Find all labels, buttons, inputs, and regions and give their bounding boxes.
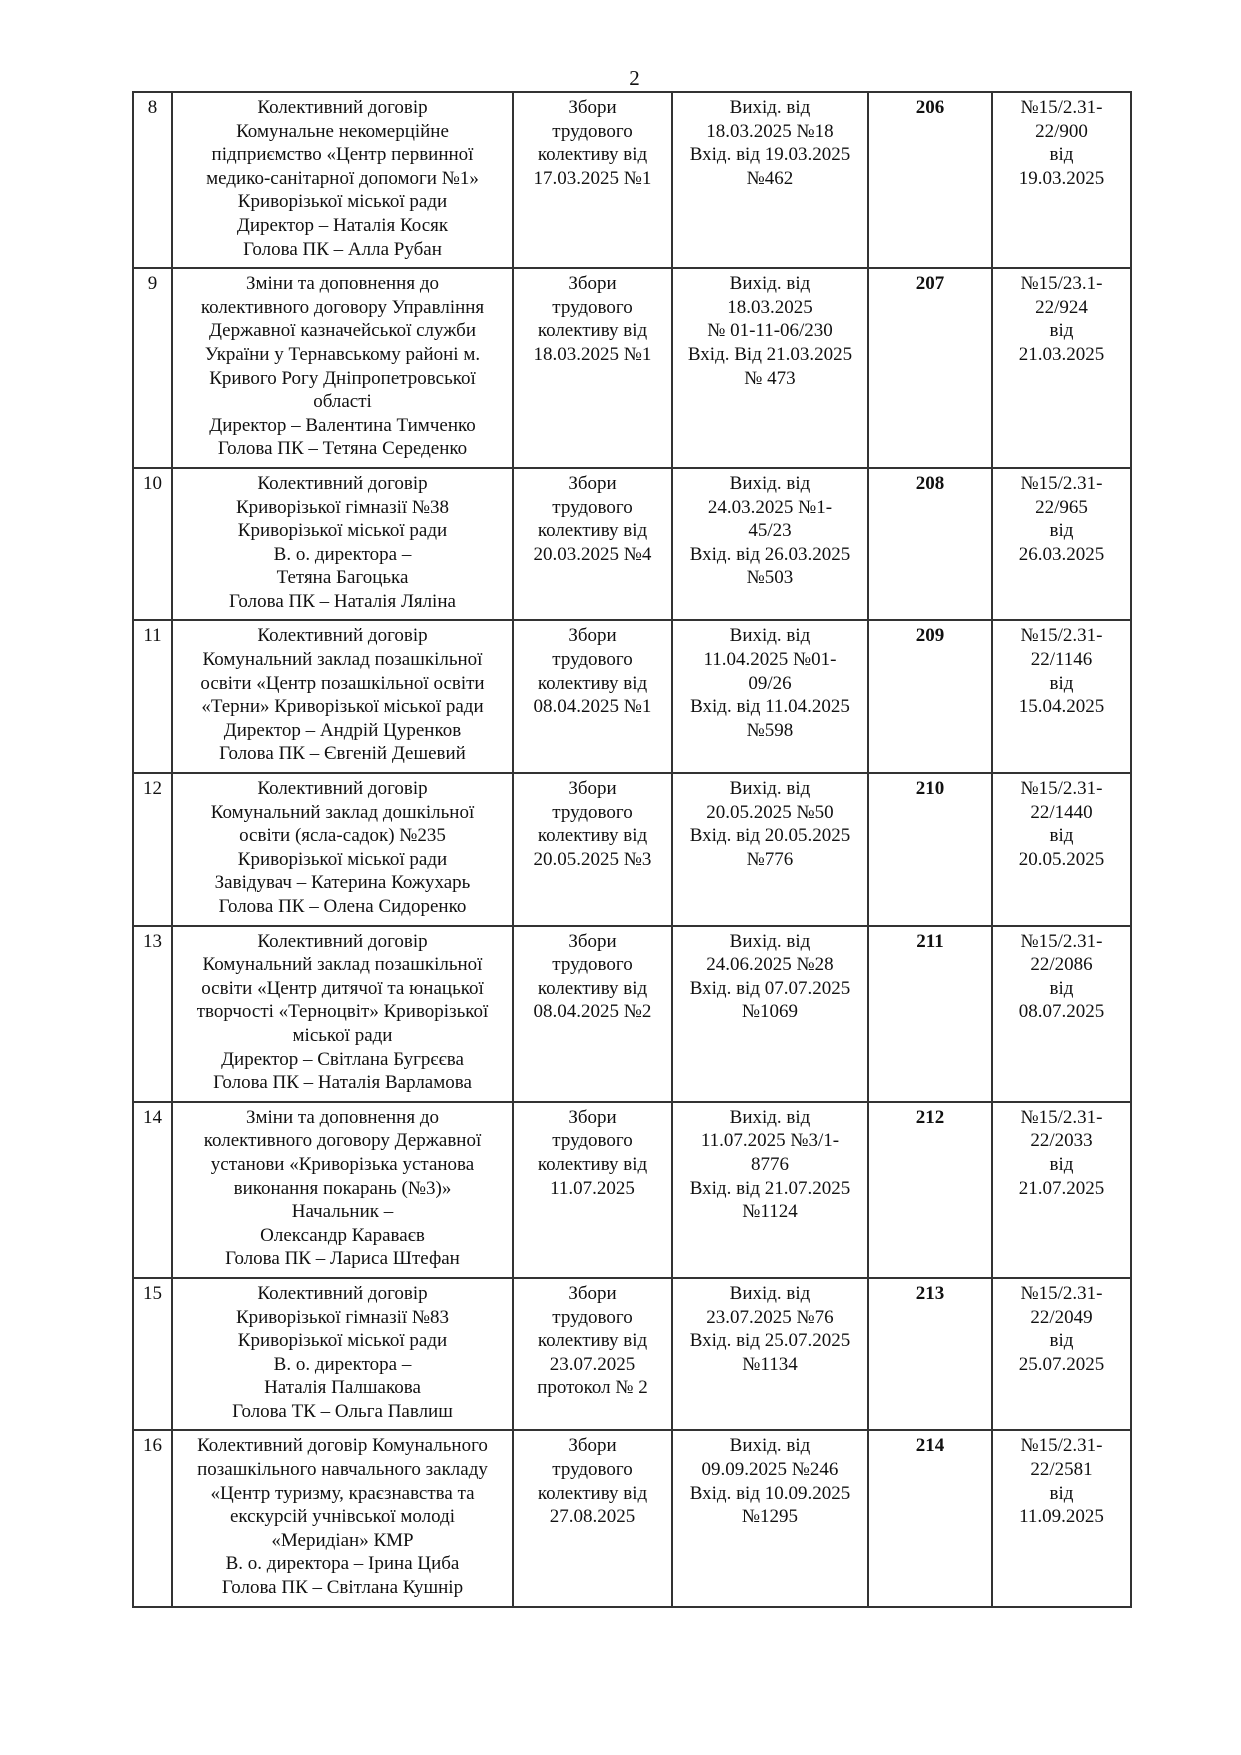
registration-number: 210 bbox=[868, 773, 992, 926]
reference-number: №15/2.31- 22/2581 від 11.09.2025 bbox=[992, 1430, 1131, 1606]
agreement-name: Колективний договір Комунальний заклад позашкільної освіти «Центр позашкільної освіти «Терни» Криворізької міської ради Директор – Андрій Цуренков Голова ПК – Євгеній Дешевий bbox=[172, 620, 513, 773]
correspondence-letters: Вихід. від 18.03.2025 №18 Вхід. від 19.03.2025 №462 bbox=[672, 92, 868, 268]
row-number: 8 bbox=[133, 92, 172, 268]
row-number: 9 bbox=[133, 268, 172, 468]
reference-number: №15/2.31- 22/2086 від 08.07.2025 bbox=[992, 926, 1131, 1102]
agreement-name: Колективний договір Комунального позашкільного навчального закладу «Центр туризму, краєзнавства та екскурсій учнівської молоді «Меридіан» КМР В. о. директора – Ірина Циба Голова ПК – Світлана Кушнір bbox=[172, 1430, 513, 1606]
reference-number: №15/2.31- 22/2033 від 21.07.2025 bbox=[992, 1102, 1131, 1278]
agreement-name: Колективний договір Комунальне некомерційне підприємство «Центр первинної медико-санітарної допомоги №1» Криворізької міської ради Директор – Наталія Косяк Голова ПК – Алла Рубан bbox=[172, 92, 513, 268]
table-row bbox=[133, 620, 1131, 773]
registration-number: 213 bbox=[868, 1278, 992, 1431]
meeting-approval: Збори трудового колективу від 27.08.2025 bbox=[513, 1430, 672, 1606]
reference-number: №15/2.31- 22/900 від 19.03.2025 bbox=[992, 92, 1131, 268]
registration-number: 208 bbox=[868, 468, 992, 621]
agreement-name: Колективний договір Криворізької гімназії №38 Криворізької міської ради В. о. директора – Тетяна Багоцька Голова ПК – Наталія Ляліна bbox=[172, 468, 513, 621]
agreement-name: Колективний договір Комунальний заклад позашкільної освіти «Центр дитячої та юнацької творчості «Терноцвіт» Криворізької міської ради Директор – Світлана Бугрєєва Голова ПК – Наталія Варламова bbox=[172, 926, 513, 1102]
table-row bbox=[133, 268, 1131, 468]
table-row bbox=[133, 1278, 1131, 1431]
correspondence-letters: Вихід. від 24.06.2025 №28 Вхід. від 07.07.2025 №1069 bbox=[672, 926, 868, 1102]
registration-number: 212 bbox=[868, 1102, 992, 1278]
correspondence-letters: Вихід. від 24.03.2025 №1- 45/23 Вхід. від 26.03.2025 №503 bbox=[672, 468, 868, 621]
correspondence-letters: Вихід. від 11.07.2025 №3/1- 8776 Вхід. від 21.07.2025 №1124 bbox=[672, 1102, 868, 1278]
meeting-approval: Збори трудового колективу від 18.03.2025 №1 bbox=[513, 268, 672, 468]
agreement-name: Колективний договір Криворізької гімназії №83 Криворізької міської ради В. о. директора – Наталія Палшакова Голова ТК – Ольга Павлиш bbox=[172, 1278, 513, 1431]
meeting-approval: Збори трудового колективу від 11.07.2025 bbox=[513, 1102, 672, 1278]
registration-number: 206 bbox=[868, 92, 992, 268]
table-row bbox=[133, 92, 1131, 268]
table-row bbox=[133, 1430, 1131, 1606]
row-number: 15 bbox=[133, 1278, 172, 1431]
row-number: 14 bbox=[133, 1102, 172, 1278]
reference-number: №15/2.31- 22/1440 від 20.05.2025 bbox=[992, 773, 1131, 926]
row-number: 10 bbox=[133, 468, 172, 621]
correspondence-letters: Вихід. від 09.09.2025 №246 Вхід. від 10.09.2025 №1295 bbox=[672, 1430, 868, 1606]
table-row bbox=[133, 468, 1131, 621]
correspondence-letters: Вихід. від 11.04.2025 №01- 09/26 Вхід. від 11.04.2025 №598 bbox=[672, 620, 868, 773]
reference-number: №15/23.1- 22/924 від 21.03.2025 bbox=[992, 268, 1131, 468]
collective-agreements-registry-table bbox=[132, 91, 1132, 1608]
meeting-approval: Збори трудового колективу від 08.04.2025 №2 bbox=[513, 926, 672, 1102]
agreement-name: Колективний договір Комунальний заклад дошкільної освіти (ясла-садок) №235 Криворізької міської ради Завідувач – Катерина Кожухарь Голова ПК – Олена Сидоренко bbox=[172, 773, 513, 926]
row-number: 13 bbox=[133, 926, 172, 1102]
meeting-approval: Збори трудового колективу від 20.05.2025 №3 bbox=[513, 773, 672, 926]
registration-number: 211 bbox=[868, 926, 992, 1102]
registration-number: 214 bbox=[868, 1430, 992, 1606]
registration-number: 207 bbox=[868, 268, 992, 468]
correspondence-letters: Вихід. від 20.05.2025 №50 Вхід. від 20.05.2025 №776 bbox=[672, 773, 868, 926]
meeting-approval: Збори трудового колективу від 23.07.2025 протокол № 2 bbox=[513, 1278, 672, 1431]
table-row bbox=[133, 773, 1131, 926]
table-row bbox=[133, 926, 1131, 1102]
table-row bbox=[133, 1102, 1131, 1278]
reference-number: №15/2.31- 22/965 від 26.03.2025 bbox=[992, 468, 1131, 621]
agreement-name: Зміни та доповнення до колективного договору Державної установи «Криворізька установа виконання покарань (№3)» Начальник – Олександр Караваєв Голова ПК – Лариса Штефан bbox=[172, 1102, 513, 1278]
meeting-approval: Збори трудового колективу від 20.03.2025 №4 bbox=[513, 468, 672, 621]
reference-number: №15/2.31- 22/2049 від 25.07.2025 bbox=[992, 1278, 1131, 1431]
row-number: 16 bbox=[133, 1430, 172, 1606]
row-number: 11 bbox=[133, 620, 172, 773]
meeting-approval: Збори трудового колективу від 08.04.2025 №1 bbox=[513, 620, 672, 773]
agreement-name: Зміни та доповнення до колективного договору Управління Державної казначейської служби України у Тернавському районі м. Кривого Рогу Дніпропетровської області Директор – Валентина Тимченко Голова ПК – Тетяна Середенко bbox=[172, 268, 513, 468]
page-number: 2 bbox=[629, 66, 640, 90]
correspondence-letters: Вихід. від 23.07.2025 №76 Вхід. від 25.07.2025 №1134 bbox=[672, 1278, 868, 1431]
row-number: 12 bbox=[133, 773, 172, 926]
correspondence-letters: Вихід. від 18.03.2025 № 01-11-06/230 Вхід. Від 21.03.2025 № 473 bbox=[672, 268, 868, 468]
reference-number: №15/2.31- 22/1146 від 15.04.2025 bbox=[992, 620, 1131, 773]
meeting-approval: Збори трудового колективу від 17.03.2025 №1 bbox=[513, 92, 672, 268]
registration-number: 209 bbox=[868, 620, 992, 773]
